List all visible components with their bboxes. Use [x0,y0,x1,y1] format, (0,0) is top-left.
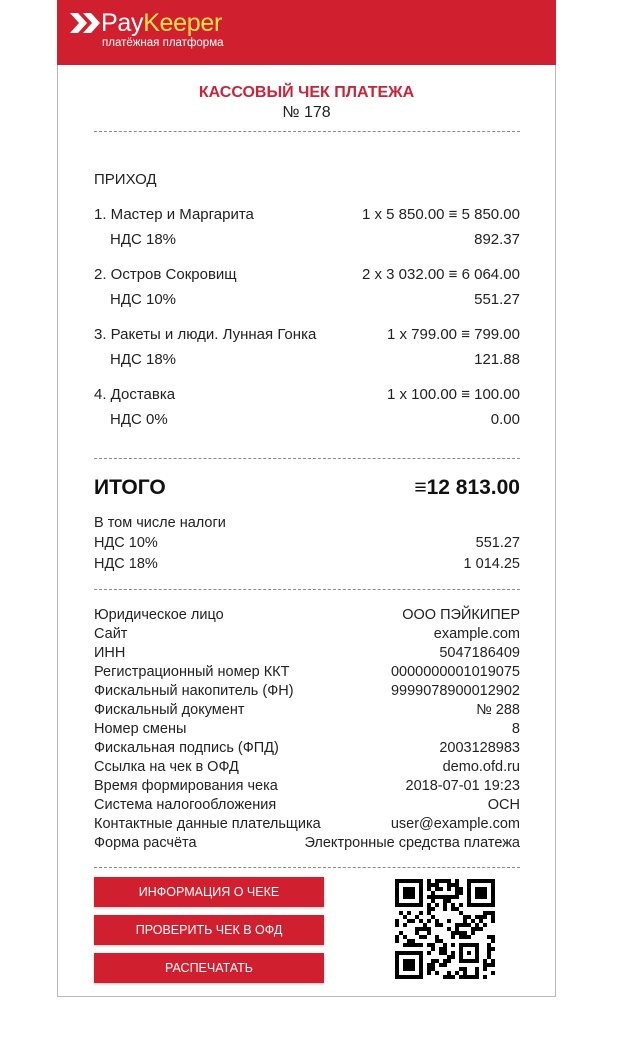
detail-value: user@example.com [390,816,520,832]
taxes-heading: В том числе налоги [94,515,226,531]
double-chevron-icon [70,13,100,33]
detail-value: Электронные средства платежа [304,835,520,851]
detail-value: 5047186409 [439,645,520,661]
total-value: ≡12 813.00 [414,476,520,499]
detail-value: 9999078900012902 [390,683,520,699]
receipt-number: № 178 [282,104,331,121]
detail-value: ООО ПЭЙКИПЕР [402,607,520,623]
detail-label: Фискальный накопитель (ФН) [94,683,294,699]
receipt-info-button[interactable]: ИНФОРМАЦИЯ О ЧЕКЕ [94,877,324,907]
detail-label: Регистрационный номер ККТ [94,664,290,680]
item-vat-value: 892.37 [474,231,520,248]
detail-value: 8 [511,721,520,737]
item-vat-value: 121.88 [474,351,520,368]
item-vat-label: НДС 10% [110,291,177,308]
detail-label: Ссылка на чек в ОФД [94,759,239,775]
divider [94,589,520,590]
item-calc: 1 x 5 850.00 ≡ 5 850.00 [361,206,520,223]
detail-label: Номер смены [94,721,187,737]
item-calc: 1 x 100.00 ≡ 100.00 [386,386,520,403]
item-name: 2. Остров Сокровищ [94,266,237,283]
logo-subtitle: платёжная платформа [102,37,224,49]
detail-label: Время формирования чека [94,778,278,794]
verify-ofd-button[interactable]: ПРОВЕРИТЬ ЧЕК В ОФД [94,915,324,945]
divider [94,458,520,459]
total-label: ИТОГО [94,476,166,499]
item-vat-value: 0.00 [490,411,520,428]
header-bar [57,0,556,65]
tax-label: НДС 18% [94,556,158,572]
print-button[interactable]: РАСПЕЧАТАТЬ [94,953,324,983]
divider [94,131,520,132]
tax-value: 551.27 [475,535,520,551]
receipt-title: КАССОВЫЙ ЧЕК ПЛАТЕЖА [198,84,415,101]
detail-value: № 288 [476,702,520,718]
detail-label: Юридическое лицо [94,607,224,623]
detail-value: demo.ofd.ru [442,759,520,775]
detail-label: Фискальный документ [94,702,245,718]
detail-label: Форма расчёта [94,835,197,851]
divider [94,867,520,868]
detail-label: Фискальная подпись (ФПД) [94,740,279,756]
detail-value: 2003128983 [439,740,520,756]
detail-value: example.com [433,626,520,642]
item-vat-value: 551.27 [474,291,520,308]
tax-value: 1 014.25 [463,556,520,572]
detail-label: Система налогообложения [94,797,277,813]
detail-value: ОСН [487,797,520,813]
item-name: 4. Доставка [94,386,176,403]
tax-label: НДС 10% [94,535,158,551]
detail-label: ИНН [94,645,126,661]
item-name: 1. Мастер и Маргарита [94,206,254,223]
logo-wordmark: PayKeeper [101,9,223,37]
item-calc: 2 x 3 032.00 ≡ 6 064.00 [361,266,520,283]
detail-label: Контактные данные плательщика [94,816,321,832]
item-vat-label: НДС 0% [110,411,168,428]
qr-code-icon [395,879,495,979]
item-vat-label: НДС 18% [110,231,177,248]
item-calc: 1 x 799.00 ≡ 799.00 [386,326,520,343]
detail-value: 0000000001019075 [390,664,520,680]
detail-label: Сайт [94,626,128,642]
detail-value: 2018-07-01 19:23 [405,778,520,794]
item-name: 3. Ракеты и люди. Лунная Гонка [94,326,317,343]
operation-type: ПРИХОД [94,171,157,188]
item-vat-label: НДС 18% [110,351,177,368]
